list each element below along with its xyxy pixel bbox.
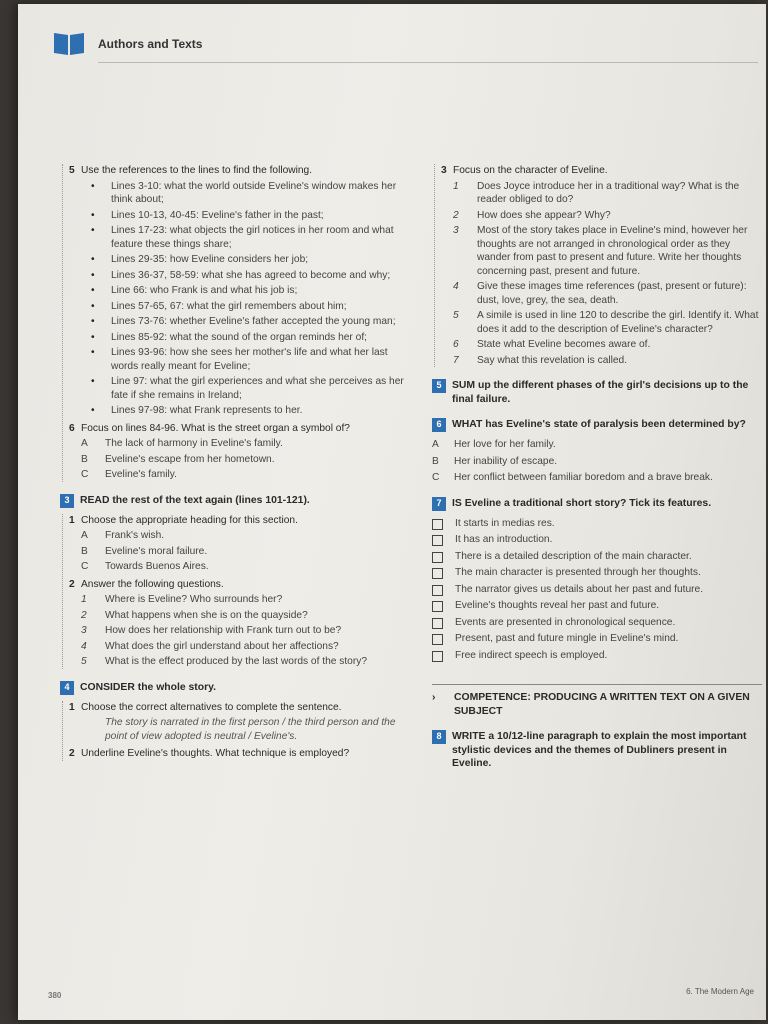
list-item: • Lines 85-92: what the sound of the organ reminds her of;	[69, 331, 412, 345]
list-item: • Lines 10-13, 40-45: Eveline's father in the past;	[69, 209, 412, 223]
question-item: 7 Say what this revelation is called.	[453, 354, 628, 366]
feature-checkbox-row[interactable]: It starts in medias res.	[432, 517, 762, 531]
list-item: • Line 97: what the girl experiences and what she perceives as her fate if she remains in Ireland;	[69, 375, 412, 402]
footer-chapter: 6. The Modern Age	[686, 987, 754, 996]
question-number: 5	[69, 165, 75, 176]
question-item: 1 Does Joyce introduce her in a traditional way? What is the reader obliged to do?	[453, 180, 740, 205]
book-icon	[54, 32, 84, 56]
chevron-right-icon: ›	[432, 692, 436, 703]
question-item: 3 How does her relationship with Frank turn out to be?	[81, 625, 342, 636]
list-item: • Lines 73-76: whether Eveline's father accepted the young man;	[69, 315, 412, 329]
option-row[interactable]: B Her inability of escape.	[432, 455, 558, 467]
reference-list	[69, 180, 412, 418]
checkbox[interactable]	[432, 552, 443, 563]
list-item: • Line 66: who Frank is and what his job is;	[69, 284, 412, 298]
left-column	[60, 164, 412, 763]
page-header	[54, 32, 202, 56]
checkbox[interactable]	[432, 634, 443, 645]
option-row[interactable]: C Her conflict between familiar boredom and a brave break.	[432, 472, 713, 483]
question-item: 4 What does the girl understand about her affections?	[81, 640, 339, 652]
question-item: 6 State what Eveline becomes aware of.	[453, 339, 651, 350]
feature-checkbox-row[interactable]: It has an introduction.	[432, 533, 762, 547]
question-number: 6	[69, 422, 75, 434]
option-row: A Frank's wish.	[81, 530, 165, 541]
section-title: READ the rest of the text again (lines 101-121).	[80, 494, 310, 506]
section-7-header	[432, 497, 762, 511]
section-title: CONSIDER the whole story.	[80, 681, 217, 693]
question-5-block	[62, 164, 412, 482]
section-title: Authors and Texts	[98, 37, 203, 51]
section-badge: 3	[60, 494, 74, 508]
section-3-block: 1 Choose the appropriate heading for this section. A Frank's wish. B Eveline's moral failure. C Towards Buenos Aires. 2 Answer the following questions. 1 Where is Eveline? Who surrounds her? 2 What happens when she is on the quayside? 3 How does her relationship with Frank turn out to be? 4 What does the girl understand about her affections? 5 What is the effect produced by the last words of the story?	[62, 514, 412, 669]
checkbox[interactable]	[432, 651, 443, 662]
section-title: WRITE a 10/12-line paragraph to explain the most important stylistic devices and the themes of Dubliners present in Eveline.	[452, 731, 747, 769]
right-column	[432, 164, 762, 777]
question-item: 1 Where is Eveline? Who surrounds her?	[81, 594, 283, 605]
list-item: • Lines 97-98: what Frank represents to her.	[69, 404, 412, 418]
page-number: 380	[48, 991, 62, 1000]
feature-checkbox-row[interactable]: Eveline's thoughts reveal her past and future.	[432, 599, 762, 613]
checkbox[interactable]	[432, 618, 443, 629]
list-item: • Lines 17-23: what objects the girl notices in her room and what feature these things share;	[69, 224, 412, 251]
section-badge: 8	[432, 730, 446, 744]
section-8-header	[432, 730, 762, 771]
checkbox[interactable]	[432, 568, 443, 579]
question-3-block: 3 Focus on the character of Eveline. 1 Does Joyce introduce her in a traditional way? What is the reader obliged to do? 2 How does she appear? Why? 3 Most of the story takes place in Eveline's mind, however her thoughts are not arranged in chronological order as they wander from past to present and future. Write her thoughts concerning past, present and future. 4 Give these images time references (past, present or future): dust, love, grey, the sea, death. 5 A simile is used in line 120 to describe the girl. Identify it. What does it add to the description of Eveline's character? 6 State what Eveline becomes aware of. 7 Say what this revelation is called.	[434, 164, 762, 367]
feature-checkbox-row[interactable]: Free indirect speech is employed.	[432, 649, 762, 663]
option-row: C Eveline's family.	[81, 469, 177, 480]
section-badge: 6	[432, 418, 446, 432]
question-item: 5 A simile is used in line 120 to describe the girl. Identify it. What does it add to the description of Eveline's character?	[453, 310, 759, 335]
list-item: • Lines 36-37, 58-59: what she has agreed to become and why;	[69, 269, 412, 283]
question-item: 5 What is the effect produced by the last words of the story?	[81, 656, 367, 667]
list-item: • Lines 93-96: how she sees her mother's life and what her last words really meant for Eveline;	[69, 346, 412, 373]
checkbox[interactable]	[432, 535, 443, 546]
question-item: 3 Most of the story takes place in Eveline's mind, however her thoughts are not arranged in chronological order as they wander from past to present and future. Write her thoughts concerning past, present and future.	[453, 225, 748, 277]
option-row[interactable]: A Her love for her family.	[432, 439, 556, 450]
checkbox[interactable]	[432, 585, 443, 596]
question-item: 2 How does she appear? Why?	[453, 209, 611, 221]
section-4-block: 1 Choose the correct alternatives to complete the sentence. The story is narrated in the first person / the third person and the point of view adopted is neutral / Eveline's. 2 Underline Eveline's thoughts. What technique is employed?	[62, 701, 412, 761]
section-badge: 5	[432, 379, 446, 393]
feature-checkbox-row[interactable]: The main character is presented through her thoughts.	[432, 566, 762, 580]
textbook-page	[18, 4, 766, 1020]
feature-checkbox-row[interactable]: There is a detailed description of the main character.	[432, 550, 762, 564]
list-item: • Lines 57-65, 67: what the girl remembers about him;	[69, 300, 412, 314]
section-title: WHAT has Eveline's state of paralysis been determined by?	[452, 419, 746, 430]
header-divider	[98, 62, 758, 63]
feature-checkbox-row[interactable]: The narrator gives us details about her past and future.	[432, 583, 762, 597]
question-item: 4 Give these images time references (past, present or future): dust, love, grey, the sea, death.	[453, 281, 747, 306]
section-3-header	[60, 494, 412, 508]
section-title: SUM up the different phases of the girl's decisions up to the final failure.	[452, 380, 749, 405]
competence-heading: › COMPETENCE: PRODUCING A WRITTEN TEXT ON A GIVEN SUBJECT	[432, 684, 762, 718]
section-4-header	[60, 681, 412, 695]
section-5-header	[432, 379, 762, 406]
checkbox[interactable]	[432, 601, 443, 612]
list-item: • Lines 3-10: what the world outside Eveline's window makes her think about;	[69, 180, 412, 207]
checkbox[interactable]	[432, 519, 443, 530]
question-prompt: Focus on lines 84-96. What is the street organ a symbol of?	[81, 422, 350, 434]
feature-checkbox-row[interactable]: Events are presented in chronological sequence.	[432, 616, 762, 630]
question-item: 2 What happens when she is on the quayside?	[81, 609, 308, 621]
option-row: C Towards Buenos Aires.	[81, 561, 209, 572]
section-6-header	[432, 418, 762, 432]
feature-checkbox-row[interactable]: Present, past and future mingle in Eveline's mind.	[432, 632, 762, 646]
list-item: • Lines 29-35: how Eveline considers her job;	[69, 253, 412, 267]
section-badge: 7	[432, 497, 446, 511]
question-prompt: Use the references to the lines to find the following.	[81, 165, 313, 176]
section-badge: 4	[60, 681, 74, 695]
sentence-text: The story is narrated in the first person / the third person and the point of view adopted is neutral / Eveline's.	[105, 717, 396, 742]
option-row: B Eveline's moral failure.	[81, 545, 208, 557]
option-row: B Eveline's escape from her hometown.	[81, 453, 275, 465]
section-title: IS Eveline a traditional short story? Tick its features.	[452, 497, 712, 509]
option-row: A The lack of harmony in Eveline's family.	[81, 438, 283, 449]
